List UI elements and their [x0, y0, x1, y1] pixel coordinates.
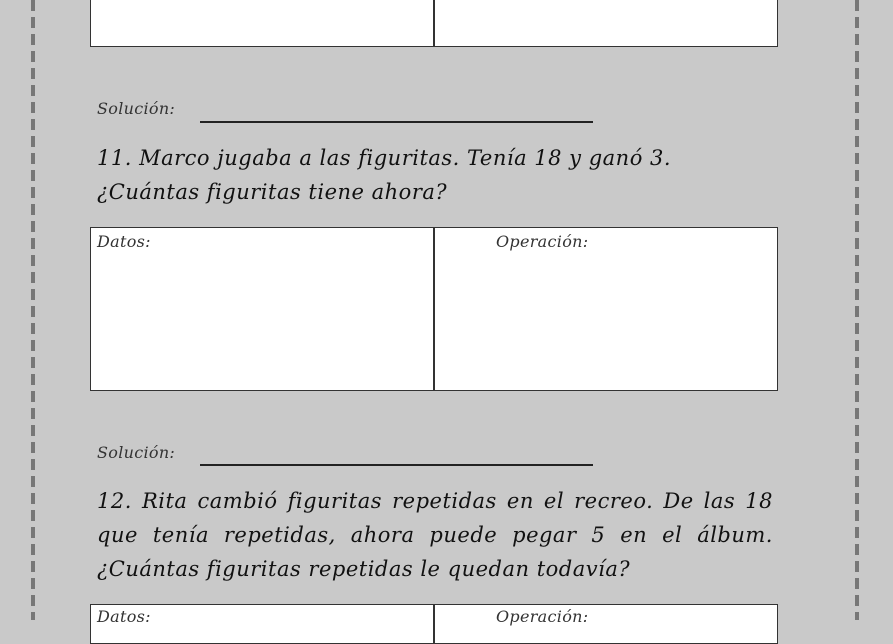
operation-label: Operación:	[496, 232, 589, 251]
data-label: Datos:	[97, 232, 151, 251]
box-divider	[433, 228, 435, 390]
operation-label: Operación:	[496, 607, 589, 626]
problem-12-line-1: 12. Rita cambió figuritas repetidas en el recreo. De las 18	[97, 489, 773, 513]
page-border-left	[31, 0, 35, 620]
problem-11-line-1: 11. Marco jugaba a las figuritas. Tenía 18 y ganó 3.	[97, 146, 672, 170]
problem-12-line-3: ¿Cuántas figuritas repetidas le quedan todavía?	[97, 557, 631, 581]
page-border-right	[855, 0, 859, 620]
problem-11	[97, 141, 773, 209]
answer-box-12	[90, 604, 778, 644]
solution-line-previous[interactable]	[200, 121, 593, 123]
solution-line-11[interactable]	[200, 464, 593, 466]
box-divider	[433, 0, 435, 46]
data-label: Datos:	[97, 607, 151, 626]
answer-box-11	[90, 227, 778, 391]
problem-12-line-2: que tenía repetidas, ahora puede pegar 5 en el álbum.	[97, 523, 773, 547]
problem-12	[97, 484, 773, 586]
answer-box-previous	[90, 0, 778, 47]
problem-11-line-2: ¿Cuántas figuritas tiene ahora?	[97, 180, 448, 204]
box-divider	[433, 605, 435, 643]
solution-label-11: Solución:	[97, 443, 176, 462]
solution-label-previous: Solución:	[97, 99, 176, 118]
